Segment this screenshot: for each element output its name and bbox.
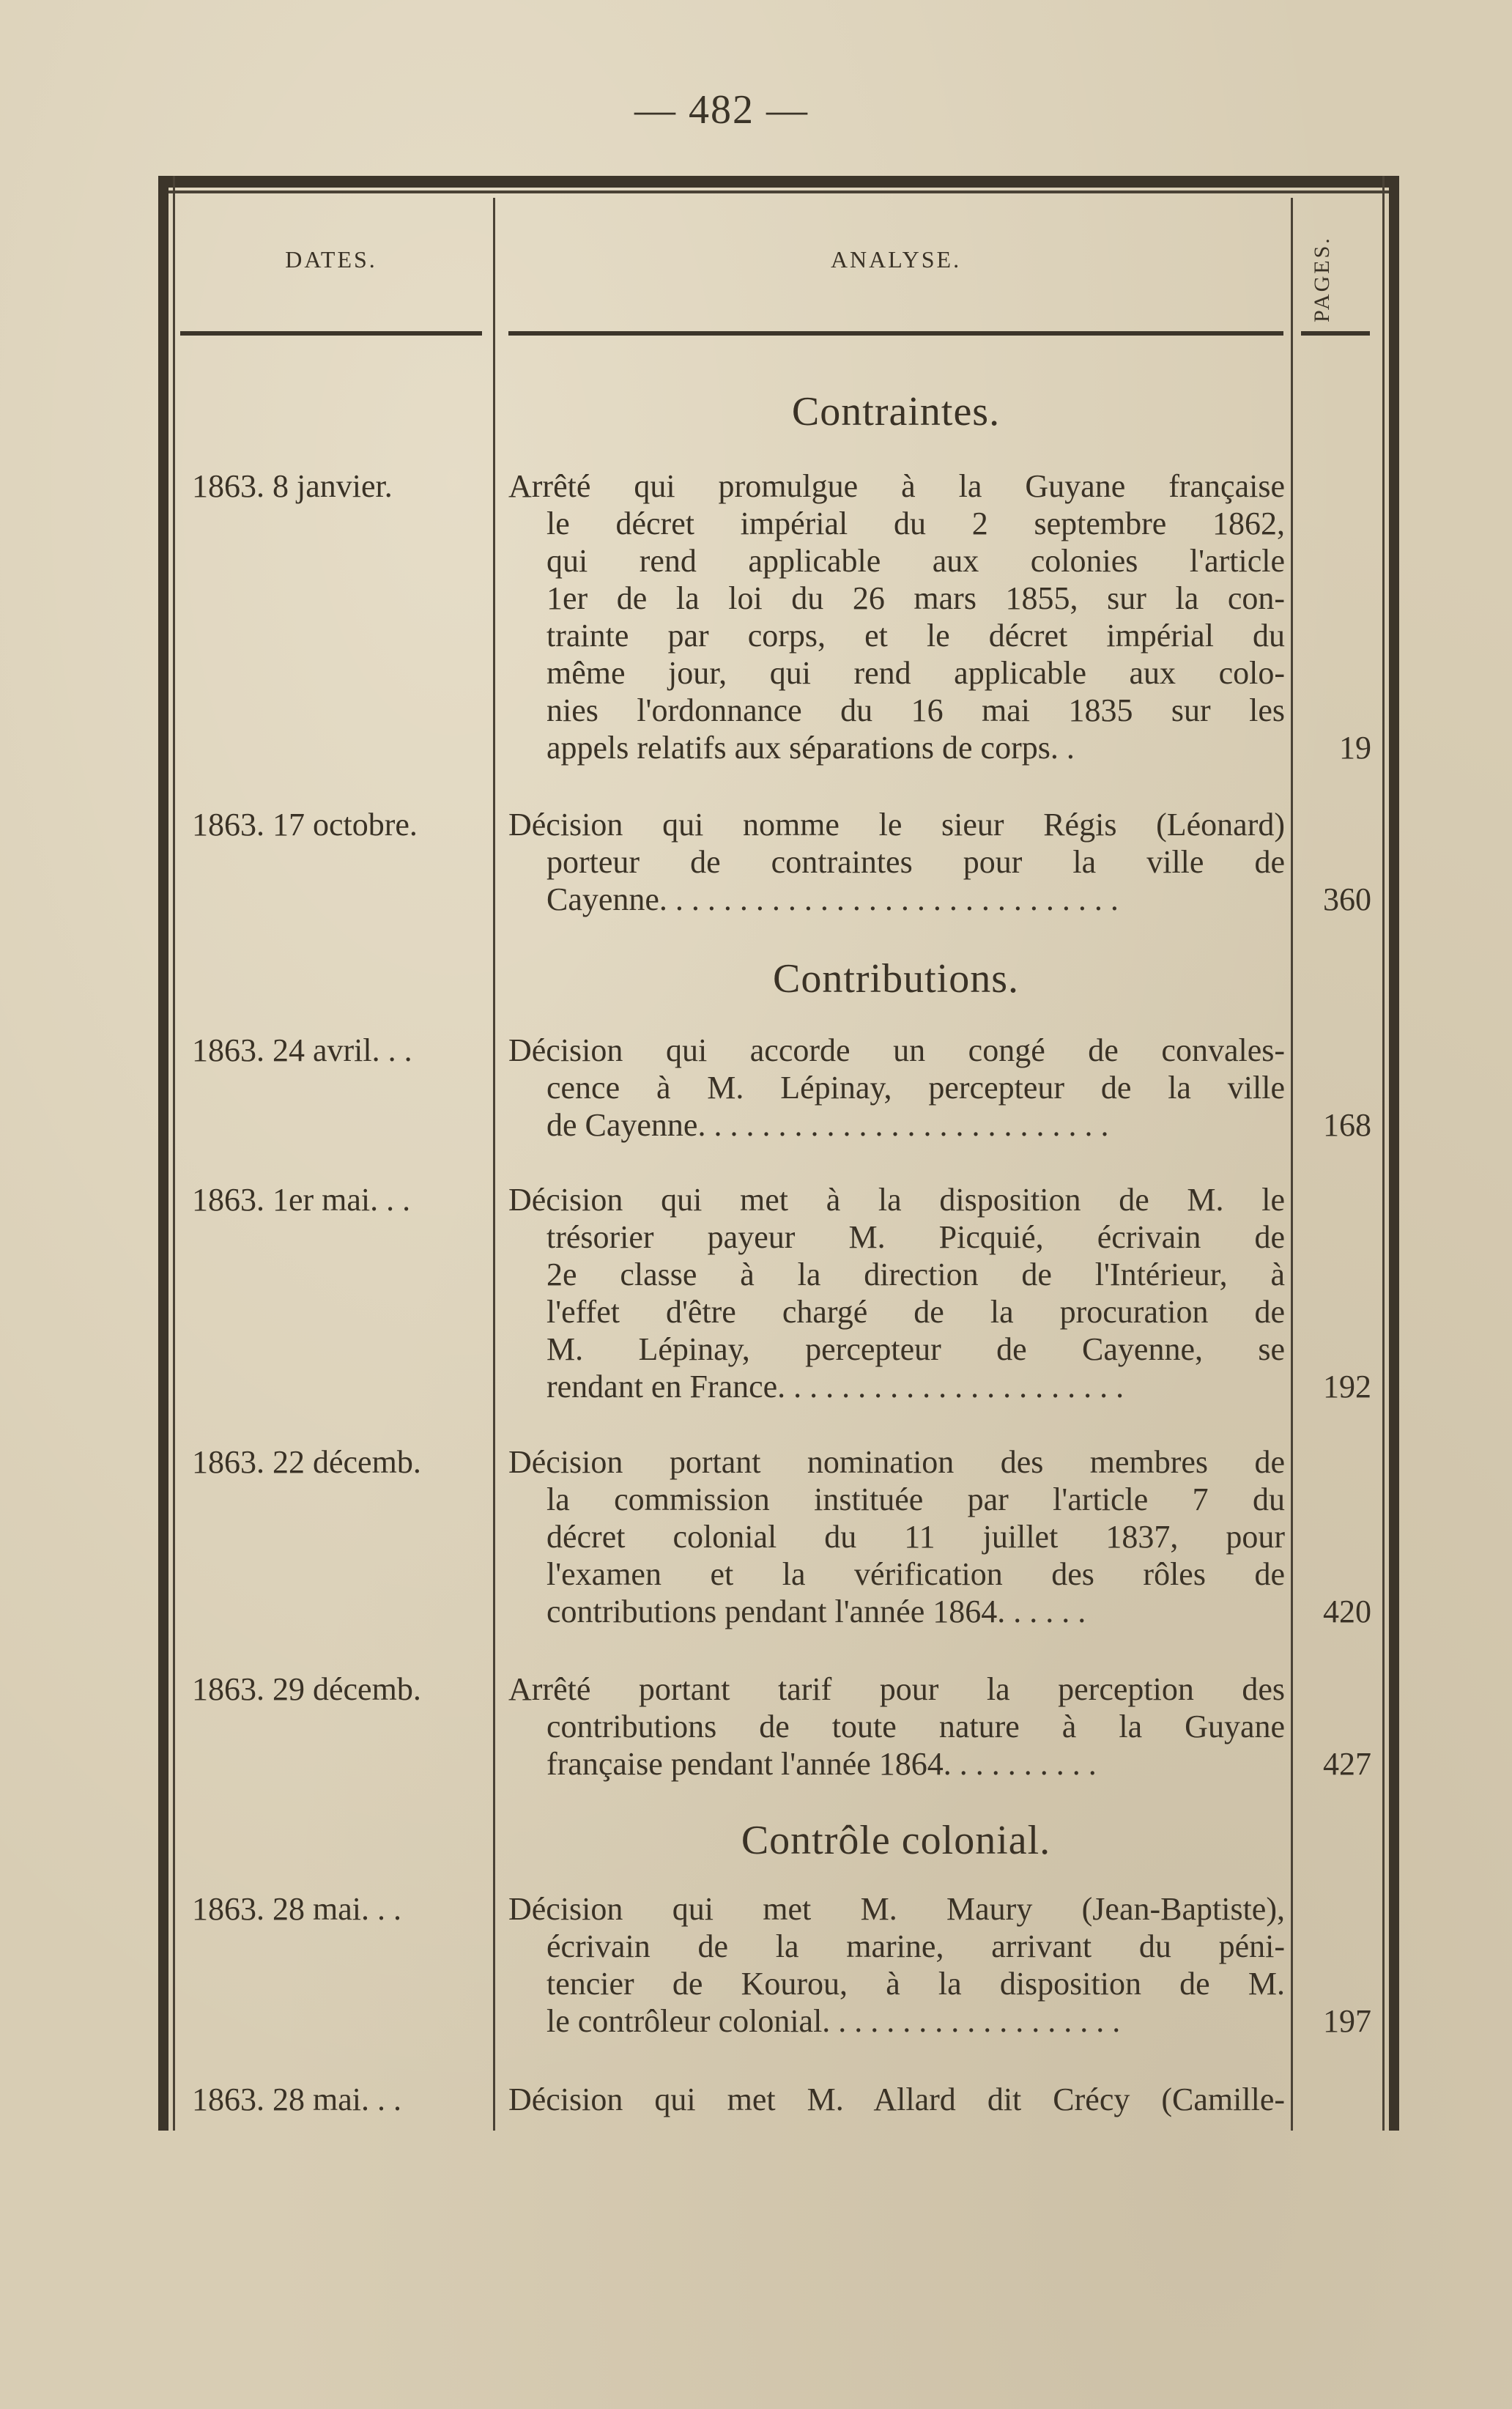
entry-date: 1863. 24 avril. . . <box>192 1032 412 1068</box>
entry-date: 1863. 22 décemb. <box>192 1444 421 1480</box>
entry-date: 1863. 17 octobre. <box>192 807 418 843</box>
analysis-line: le contrôleur colonial. . . . . . . . . . . . . . . . . . . <box>546 2003 1121 2039</box>
analysis-line: le décret impérial du 2 septembre 1862, <box>546 506 1285 541</box>
analysis-line: 2e classe à la direction de l'Intérieur, à <box>546 1257 1285 1292</box>
analysis-line: décret colonial du 11 juillet 1837, pour <box>546 1519 1285 1555</box>
entry-page: 420 <box>1323 1594 1371 1629</box>
entry-analysis <box>508 1032 1285 1144</box>
analysis-line: l'effet d'être chargé de la procuration de <box>546 1294 1285 1330</box>
analysis-line: porteur de contraintes pour la ville de <box>546 844 1285 880</box>
analysis-line: Décision qui nomme le sieur Régis (Léonard) <box>508 807 1285 843</box>
frame-right-thin-rule <box>1382 176 1385 2131</box>
section-title: Contributions. <box>772 956 1020 1002</box>
frame-left-thin-rule <box>173 176 175 2131</box>
entry-page: 360 <box>1323 881 1371 917</box>
analysis-line: nies l'ordonnance du 16 mai 1835 sur les <box>546 692 1285 728</box>
analysis-line: Décision qui met M. Allard dit Crécy (Camille- <box>508 2081 1285 2117</box>
entry-page: 19 <box>1339 730 1371 766</box>
header-dates: DATES. <box>285 246 377 273</box>
frame-left-rule <box>158 176 168 2131</box>
column-divider-dates <box>493 198 495 2131</box>
table-frame <box>158 176 1399 2131</box>
analysis-line: qui rend applicable aux colonies l'article <box>546 543 1285 579</box>
analysis-line: rendant en France. . . . . . . . . . . . . . . . . . . . . . <box>546 1369 1124 1405</box>
section-title: Contraintes. <box>791 389 1001 434</box>
analysis-line: cence à M. Lépinay, percepteur de la ville <box>546 1070 1285 1106</box>
analysis-line: de Cayenne. . . . . . . . . . . . . . . . . . . . . . . . . . <box>546 1107 1109 1143</box>
analysis-line: Décision portant nomination des membres de <box>508 1444 1285 1480</box>
analysis-line: Décision qui accorde un congé de convales- <box>508 1032 1285 1068</box>
analysis-line: la commission instituée par l'article 7 du <box>546 1481 1285 1517</box>
entry-date: 1863. 28 mai. . . <box>192 1891 401 1927</box>
frame-top-thin-rule <box>158 190 1399 193</box>
entry-analysis <box>508 1181 1285 1405</box>
analysis-line: française pendant l'année 1864. . . . . . . . . . <box>546 1746 1097 1782</box>
page-number: — 482 — <box>634 87 809 133</box>
analysis-line: trainte par corps, et le décret impérial du <box>546 618 1285 654</box>
entry-analysis <box>508 1670 1285 1783</box>
header-pages: PAGES. <box>1310 236 1334 322</box>
entry-date: 1863. 28 mai. . . <box>192 2081 401 2117</box>
frame-right-rule <box>1389 176 1399 2131</box>
analysis-line: l'examen et la vérification des rôles de <box>546 1556 1285 1592</box>
analysis-line: Arrêté qui promulgue à la Guyane française <box>508 468 1285 504</box>
analysis-line: écrivain de la marine, arrivant du péni- <box>546 1928 1285 1964</box>
analysis-line: Décision qui met M. Maury (Jean-Baptiste), <box>508 1891 1285 1927</box>
entry-analysis <box>508 467 1285 766</box>
entry-analysis <box>508 1890 1285 2040</box>
entry-page: 192 <box>1323 1369 1371 1405</box>
entry-analysis <box>508 806 1285 918</box>
entry-analysis <box>508 1443 1285 1630</box>
analysis-line: Décision qui met à la disposition de M. le <box>508 1182 1285 1218</box>
analysis-line: même jour, qui rend applicable aux colo- <box>546 655 1285 691</box>
analysis-line: trésorier payeur M. Picquié, écrivain de <box>546 1219 1285 1255</box>
analysis-line: appels relatifs aux séparations de corps. . <box>546 730 1075 766</box>
header-rule-pages <box>1301 331 1370 336</box>
entry-page: 168 <box>1323 1107 1371 1143</box>
analysis-line: M. Lépinay, percepteur de Cayenne, se <box>546 1331 1285 1367</box>
analysis-line: 1er de la loi du 26 mars 1855, sur la con- <box>546 580 1285 616</box>
entry-page: 427 <box>1323 1746 1371 1782</box>
header-rule-dates <box>180 331 482 336</box>
analysis-line: Arrêté portant tarif pour la perception des <box>508 1671 1285 1707</box>
entry-date: 1863. 8 janvier. <box>192 468 393 504</box>
header-analyse: ANALYSE. <box>830 246 962 273</box>
analysis-line: contributions de toute nature à la Guyane <box>546 1709 1285 1744</box>
column-divider-pages <box>1291 198 1293 2131</box>
entry-date: 1863. 29 décemb. <box>192 1671 421 1707</box>
analysis-line: contributions pendant l'année 1864. . . . . . <box>546 1594 1086 1629</box>
section-title: Contrôle colonial. <box>741 1818 1051 1863</box>
entry-analysis <box>508 2081 1285 2118</box>
analysis-line: tencier de Kourou, à la disposition de M. <box>546 1966 1285 2002</box>
entry-date: 1863. 1er mai. . . <box>192 1182 411 1218</box>
analysis-line: Cayenne. . . . . . . . . . . . . . . . . . . . . . . . . . . . . <box>546 881 1119 917</box>
frame-top-rule <box>158 176 1399 188</box>
entry-page: 197 <box>1323 2003 1371 2039</box>
header-rule-analyse <box>508 331 1283 336</box>
